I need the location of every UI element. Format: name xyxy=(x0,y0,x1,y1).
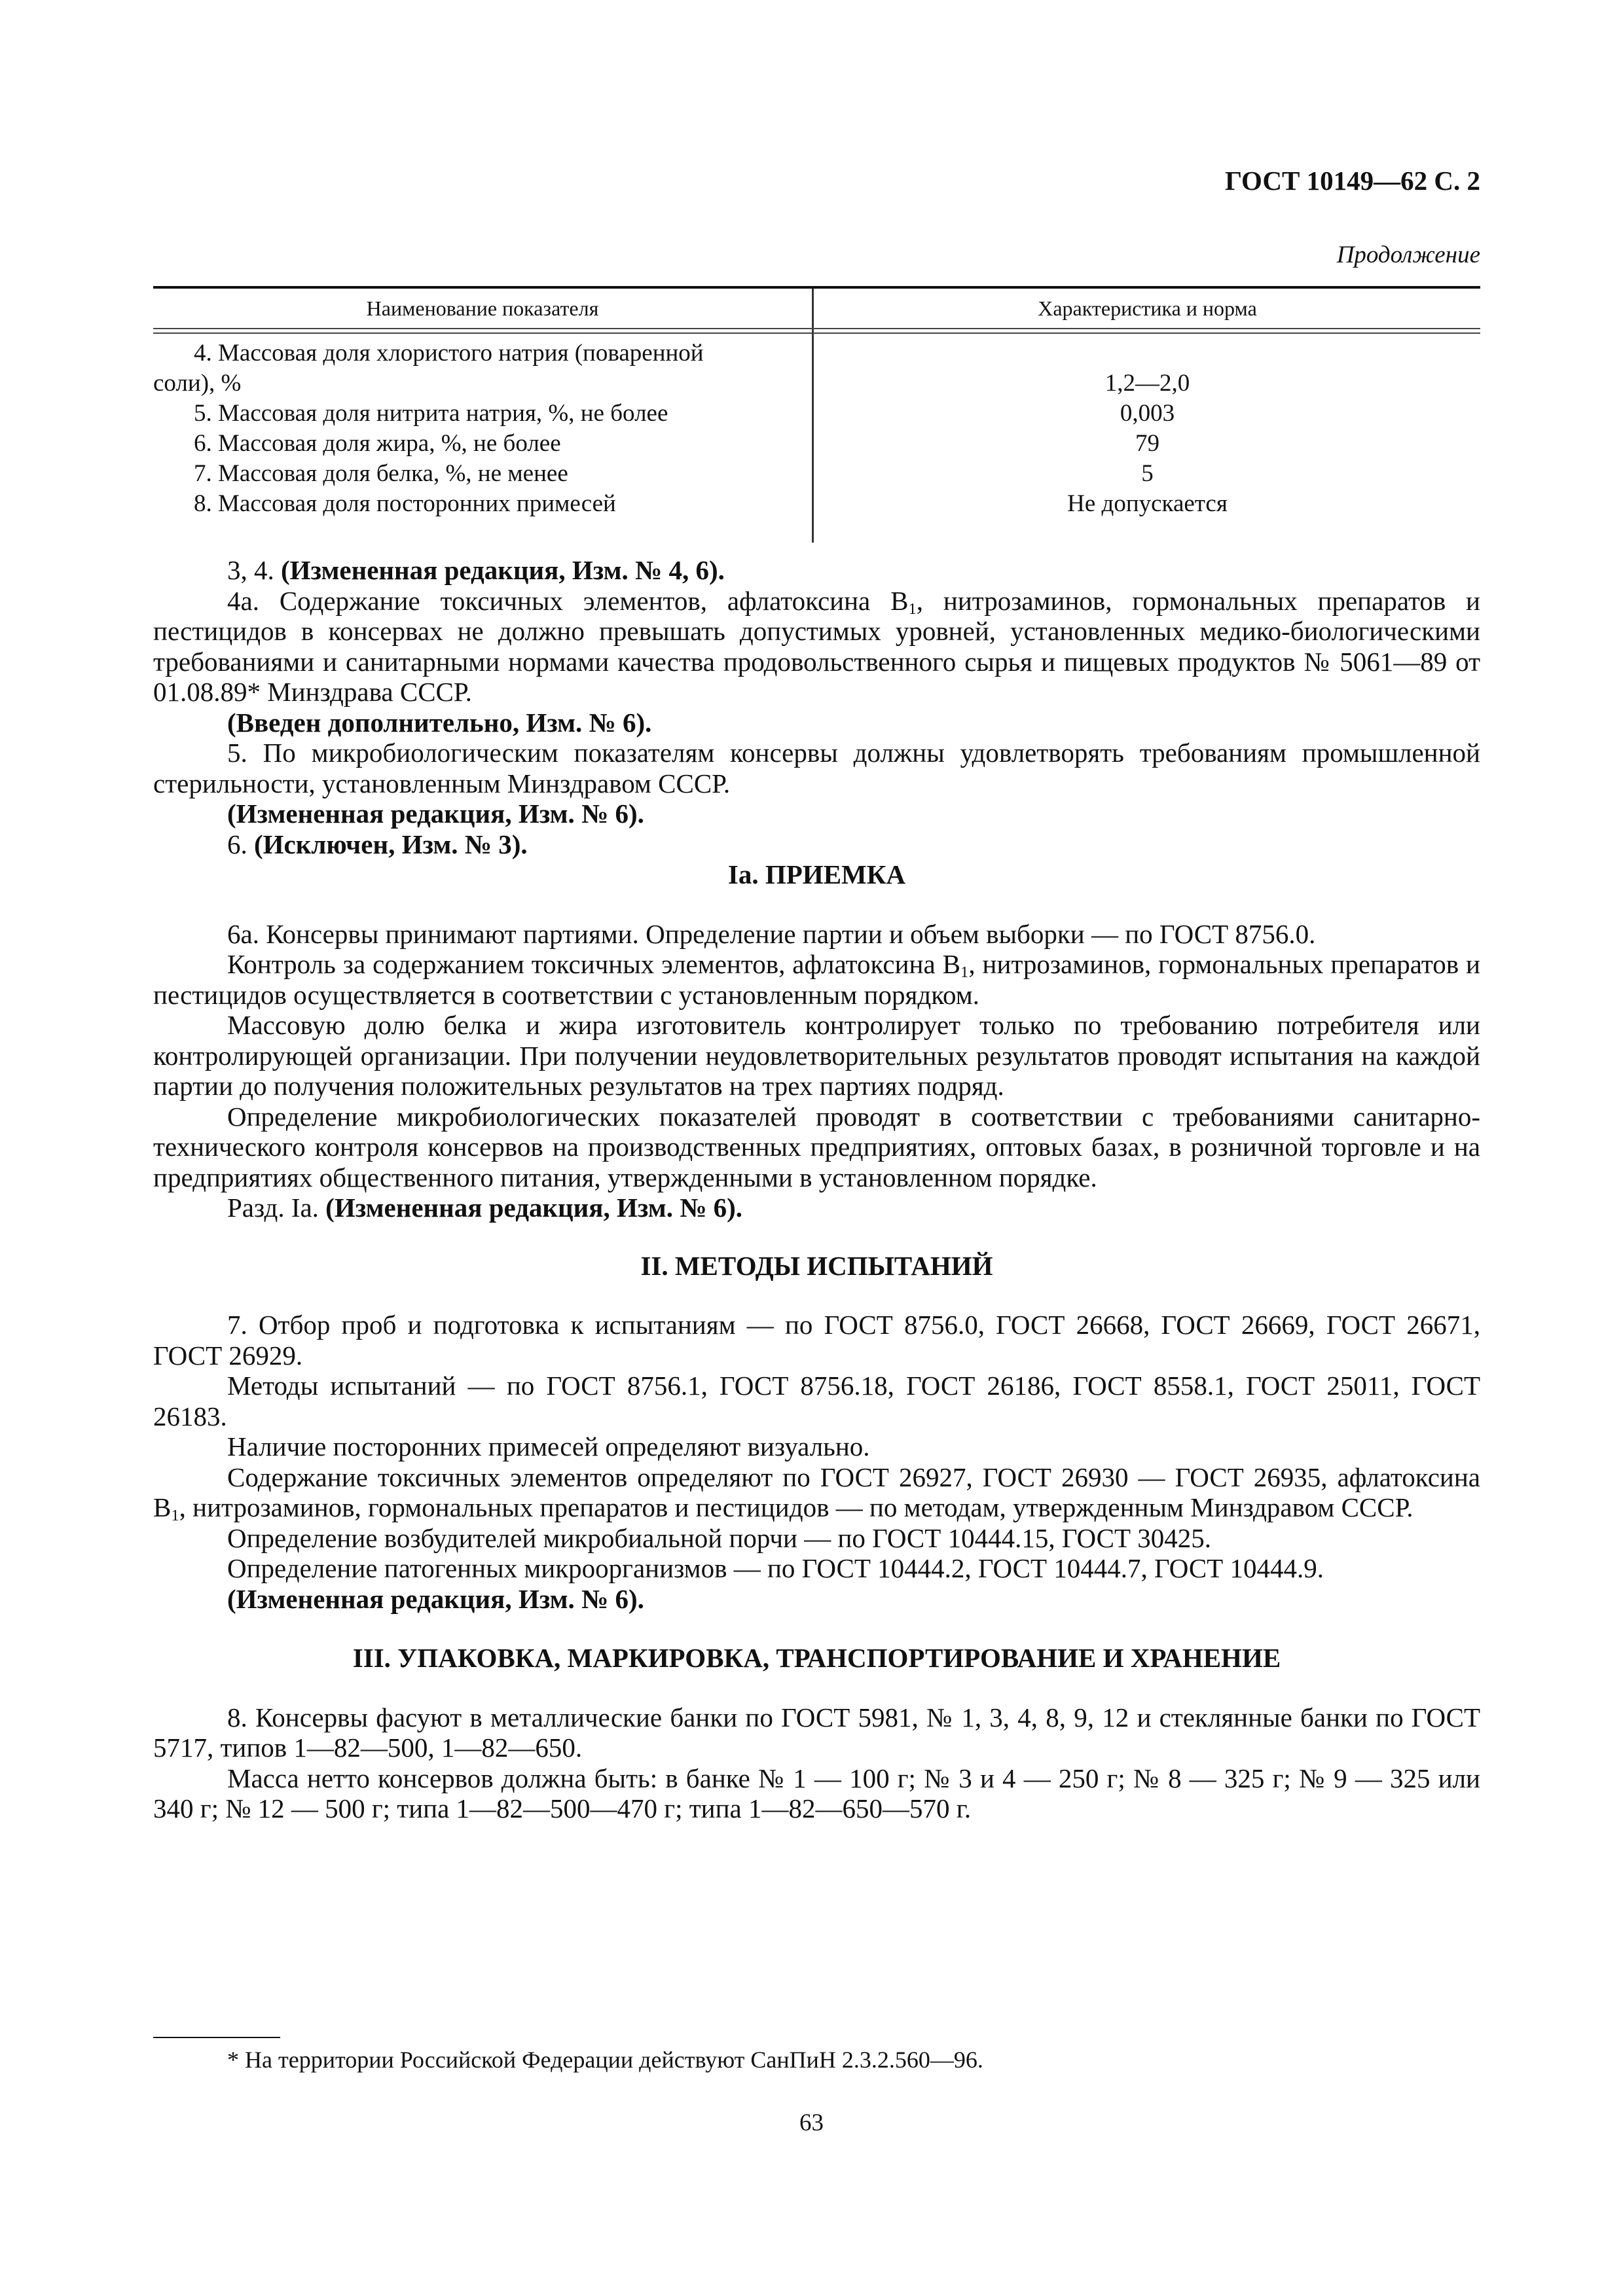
amendment-note: (Введен дополнительно, Изм. № 6). xyxy=(227,707,652,738)
paragraph-8: 8. Консервы фасуют в металлические банки по ГОСТ 5981, № 1, 3, 4, 8, 9, 12 и стеклянные банки по ГОСТ 5717, типов 1—82—500, 1—82—650. xyxy=(153,1702,1480,1763)
table-row xyxy=(153,459,1480,489)
section-heading-acceptance: Iа. ПРИЕМКА xyxy=(727,859,906,889)
table-cell-indicator: 4. Массовая доля хлористого натрия (поваренной xyxy=(194,340,704,367)
footnote-rule xyxy=(153,2037,280,2038)
table-header-rule xyxy=(153,328,1480,329)
paragraph-text: , нитрозаминов, гормональных препаратов и пестицидов осуществляется в соответствии с установленным порядком. xyxy=(153,949,1480,1010)
paragraph-prefix: 3, 4. xyxy=(227,555,281,585)
amendment-note: (Измененная редакция, Изм. № 6). xyxy=(227,1583,644,1614)
paragraph-text: Контроль за содержанием токсичных элементов, афлатоксина В xyxy=(227,949,961,979)
table-cell-norm: 79 xyxy=(1135,430,1159,457)
table-row xyxy=(153,429,1480,459)
table-cell-norm: 1,2—2,0 xyxy=(1104,370,1190,397)
paragraph-test-methods: Методы испытаний — по ГОСТ 8756.1, ГОСТ 8756.18, ГОСТ 26186, ГОСТ 8558.1, ГОСТ 25011, ГОСТ 26183. xyxy=(153,1371,1480,1431)
paragraph-section-amendment xyxy=(153,1193,1480,1223)
paragraph-6a: 6а. Консервы принимают партиями. Определение партии и объем выборки — по ГОСТ 8756.0. xyxy=(227,918,1316,949)
table-cell-norm: 5 xyxy=(1141,460,1154,487)
paragraph-5: 5. По микробиологическим показателям консервы должны удовлетворять требованиям промышленной стерильности, установленным Минздравом СССР. xyxy=(153,738,1480,798)
section-heading-packaging: III. УПАКОВКА, МАРКИРОВКА, ТРАНСПОРТИРОВАНИЕ И ХРАНЕНИЕ xyxy=(352,1643,1281,1673)
paragraph-text: Содержание токсичных элементов определяют по ГОСТ 26927, ГОСТ 26930 — ГОСТ 26935, афлатоксина В xyxy=(153,1462,1480,1522)
table-header-rule xyxy=(153,332,1480,334)
indicators-table xyxy=(153,286,1480,543)
paragraph-toxic-methods xyxy=(153,1462,1480,1523)
page-number: 63 xyxy=(799,2109,824,2136)
footnote: * На территории Российской Федерации действуют СанПиН 2.3.2.560—96. xyxy=(227,2047,983,2073)
paragraph-text: 4а. Содержание токсичных элементов, афлатоксина В xyxy=(227,585,909,616)
paragraph-protein-fat: Массовую долю белка и жира изготовитель контролирует только по требованию потребителя или контролирующей организации. При получении неудовлетворительных результатов проводят испытания на каждой партии до получения положительных результатов на трех партиях подряд. xyxy=(153,1010,1480,1101)
subscript: 1 xyxy=(908,600,917,618)
table-top-rule xyxy=(153,286,1480,289)
table-cell-indicator: 7. Массовая доля белка, %, не менее xyxy=(194,460,568,487)
table-header-indicator: Наименование показателя xyxy=(366,296,599,320)
table-row xyxy=(153,368,1480,399)
subscript: 1 xyxy=(171,1507,179,1525)
document-body xyxy=(153,555,1480,1824)
table-row xyxy=(153,489,1480,519)
table-cell-norm: 0,003 xyxy=(1120,400,1175,427)
paragraph-6 xyxy=(153,829,1480,860)
paragraph-text: , нитрозаминов, гормональных препаратов и пестицидов — по методам, утвержденным Минздравом СССР. xyxy=(179,1492,1413,1522)
paragraph-microbiology: Определение микробиологических показателей проводят в соответствии с требованиями санитарно-технического контроля консервов на производственных предприятиях, оптовых базах, в розничной торговле и на предприятиях общественного питания, утвержденными в установленном порядке. xyxy=(153,1101,1480,1193)
paragraph-prefix: 6. xyxy=(227,829,254,859)
paragraph-amendment-3-4 xyxy=(153,555,1480,586)
table-cell-indicator: 6. Массовая доля жира, %, не более xyxy=(194,430,561,457)
paragraph-toxic-control xyxy=(153,949,1480,1010)
table-row xyxy=(153,338,1480,368)
paragraph-4a xyxy=(153,586,1480,708)
table-row xyxy=(153,399,1480,429)
table-cell-norm: Не допускается xyxy=(1067,490,1228,517)
table-header-norm: Характеристика и норма xyxy=(1038,296,1257,320)
table-cell-indicator: 8. Массовая доля посторонних примесей xyxy=(194,490,616,517)
paragraph-prefix: Разд. Iа. xyxy=(227,1193,326,1223)
table-continuation-label: Продолжение xyxy=(1336,242,1480,268)
paragraph-impurities: Наличие посторонних примесей определяют визуально. xyxy=(227,1431,870,1462)
subscript: 1 xyxy=(960,963,969,982)
amendment-note: (Исключен, Изм. № 3). xyxy=(254,829,528,859)
paragraph-7: 7. Отбор проб и подготовка к испытаниям — по ГОСТ 8756.0, ГОСТ 26668, ГОСТ 26669, ГОСТ 26671, ГОСТ 26929. xyxy=(153,1310,1480,1371)
amendment-note: (Измененная редакция, Изм. № 4, 6). xyxy=(281,555,725,585)
table-cell-indicator: 5. Массовая доля нитрита натрия, %, не более xyxy=(194,400,668,427)
paragraph-text: , нитрозаминов, гормональных препаратов и пестицидов в консервах не должно превышать допустимых уровней, установленных медико-биологическими требованиями и санитарными нормами качества продовольственного сырья и пищевых продуктов № 5061—89 от 01.08.89* Минздрава СССР. xyxy=(153,585,1481,707)
table-cell-indicator: соли), % xyxy=(153,370,242,397)
paragraph-net-mass: Масса нетто консервов должна быть: в банке № 1 — 100 г; № 3 и 4 — 250 г; № 8 — 325 г; № 9 — 325 или 340 г; № 12 — 500 г; типа 1—82—500—470 г; типа 1—82—650—570 г. xyxy=(153,1763,1480,1823)
paragraph-pathogens: Определение патогенных микроорганизмов — по ГОСТ 10444.2, ГОСТ 10444.7, ГОСТ 10444.9. xyxy=(227,1553,1324,1583)
section-heading-test-methods: II. МЕТОДЫ ИСПЫТАНИЙ xyxy=(640,1250,993,1281)
document-header-title: ГОСТ 10149—62 С. 2 xyxy=(1224,166,1480,196)
amendment-note: (Измененная редакция, Изм. № 6). xyxy=(325,1193,743,1223)
amendment-note: (Измененная редакция, Изм. № 6). xyxy=(227,798,644,829)
paragraph-spoilage: Определение возбудителей микробиальной порчи — по ГОСТ 10444.15, ГОСТ 30425. xyxy=(227,1522,1212,1553)
